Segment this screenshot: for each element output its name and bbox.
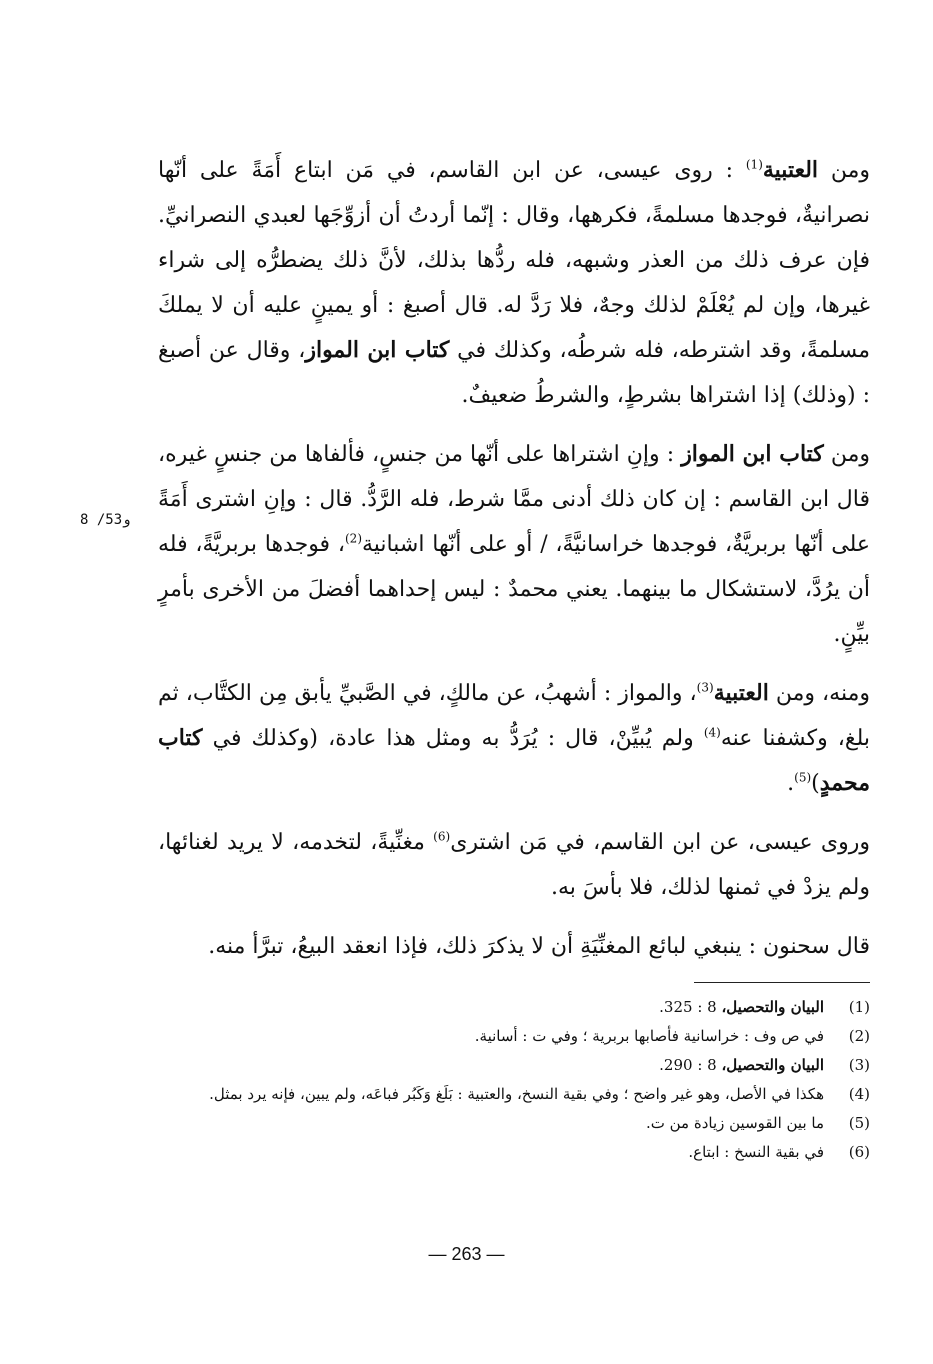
- footnote-number: (2): [848, 1027, 870, 1045]
- footnote-number: (6): [848, 1143, 870, 1161]
- source-title: كتاب ابن المواز: [681, 441, 824, 467]
- paragraph-4: وروى عيسى، عن ابن القاسم، في مَن اشترى$^{(6)}$ مغنِّيةً، لتخدمه، لا يريد لغنائها، ولم يزدْ في ثمنها لذلك، فلا بأسَ به.: [158, 829, 870, 900]
- source-title: العتبية: [762, 157, 819, 183]
- main-text: [158, 148, 870, 983]
- footnote-ref[interactable]: (5): [794, 770, 812, 785]
- source-title: العتبية: [713, 680, 769, 706]
- footnote-ref[interactable]: (1): [745, 157, 763, 172]
- footnote-ref[interactable]: (2): [344, 531, 362, 546]
- footnote-item: (6) في بقية النسخ : ابتاع.: [160, 1140, 870, 1165]
- paragraph-3: ومنه، ومن العتبية$^{(3)}$، والمواز : أشهبُ، عن مالكٍ، في الصَّبيِّ يأبق مِن الكتَّاب، ثم بلغ، وكشفنا عنه$^{(4)}$ ولم يُبيِّنْ، قال : يُرَدُّ به ومثل هذا عادة، (وكذلك في كتاب محمدٍ)$^{(5)}$.: [158, 680, 870, 796]
- footnote-number: (1): [848, 998, 870, 1016]
- footnotes: [160, 995, 870, 1169]
- footnote-item: (1) البيان والتحصيل، 8 : 325.: [160, 995, 870, 1020]
- paragraph-2: ومن كتاب ابن المواز : وإنِ اشتراها على أنّها من جنسٍ، فألفاها من جنسٍ غيره، قال ابن القاسم : إن كان ذلك أدنى ممَّا شرط، فله الرَّدُّ. قال : وإنِ اشترى أَمَةً على أنّها بربريَّةٌ، فوجدها خراسانيَّةً، / أو على أنّها اشبانية$^{(2)}$، فوجدها بربريَّةً، فله أن يرُدَّ، لاستشكال ما بينهما. يعني محمدٌ : ليس إحداهما أفضلَ من الأخرى بأمرٍ بيِّنٍ.: [158, 441, 870, 647]
- footnote-item: (3) البيان والتحصيل، 8 : 290.: [160, 1053, 870, 1078]
- footnote-divider: [694, 982, 870, 983]
- footnote-number: (3): [848, 1056, 870, 1074]
- footnote-ref[interactable]: (3): [696, 680, 714, 695]
- footnote-ref[interactable]: (6): [433, 829, 451, 844]
- footnote-number: (4): [848, 1085, 870, 1103]
- footnote-item: (4) هكذا في الأصل، وهو غير واضح ؛ وفي بقية النسخ، والعتبية : بَلَغ وَكَبُر فباعَه، ولم يبين، فإنه يرد بمثل.: [160, 1082, 870, 1107]
- footnote-item: (5) ما بين القوسين زيادة من ت.: [160, 1111, 870, 1136]
- paragraph-5: قال سحنون : ينبغي لبائع المغنِّيَةِ أن لا يذكرَ ذلك، فإذا انعقد البيعُ، تبرَّأ منه.: [208, 934, 870, 959]
- manuscript-folio-note: 8 /53و: [80, 512, 131, 528]
- page-number: — 263 —: [428, 1244, 505, 1264]
- paragraph-1: ومن العتبية$^{(1)}$ : روى عيسى، عن ابن القاسم، في مَن ابتاع أَمَةً على أنّها نصرانيةٌ، فوجدها مسلمةً، فكرهها، وقال : إنّما أردتُ أن أزوِّجَها لعبدي النصرانيِّ. فإن عرف ذلك من العذر وشبهه، فله ردُّها بذلك، لأنَّ ذلك يضطرُّه إلى شراء غيرها، وإن لم يُعْلَمْ لذلك وجهٌ، فلا رَدَّ له. قال أصبغ : أو يمينٍ عليه أن لا يملكَ مسلمةً، وقد اشترطه، فله شرطُه، وكذلك في كتاب ابن المواز، وقال عن أصبغ : (وذلك) إذا اشتراها بشرطٍ، والشرطُ ضعيفٌ.: [158, 157, 870, 408]
- source-title: كتاب محمدٍ: [158, 725, 870, 796]
- footnote-ref[interactable]: (4): [703, 725, 721, 740]
- source-title: كتاب ابن المواز: [305, 337, 450, 363]
- footnote-number: (5): [848, 1114, 870, 1132]
- footnote-item: (2) في ص وف : خراسانية فأصابها بربرية ؛ وفي ت : أسانية.: [160, 1024, 870, 1049]
